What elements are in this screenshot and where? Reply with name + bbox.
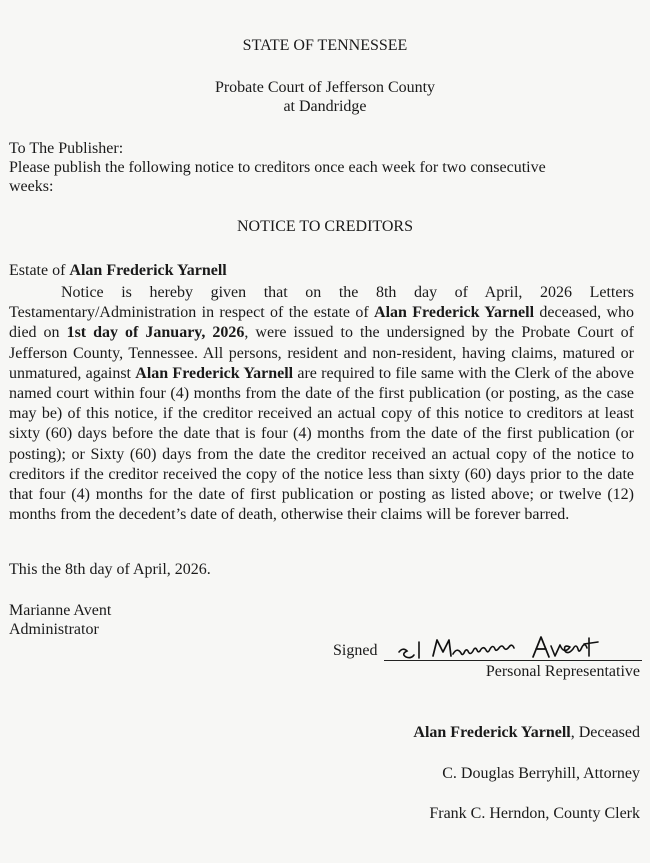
administrator-title: Administrator — [9, 621, 99, 638]
publish-request-line2: weeks: — [9, 178, 54, 195]
publish-request-line1: Please publish the following notice to creditors once each week for two consecutive — [9, 159, 546, 176]
estate-line — [9, 261, 227, 281]
body-deceased-name-2: Alan Frederick Yarnell — [135, 364, 294, 382]
body-text-3: , were issued to the undersigned by the Probate Court of Jefferson County, Tennessee. All persons, resident and non-resident, having claims, matured or unmatured, against — [9, 324, 635, 382]
body-deceased-name-1: Alan Frederick Yarnell — [374, 304, 535, 322]
body-text-2: deceased, who died on — [9, 304, 635, 342]
handwritten-signature — [393, 632, 613, 662]
administrator-name: Marianne Avent — [9, 602, 112, 619]
deceased-suffix: , Deceased — [570, 724, 640, 741]
state-heading: STATE OF TENNESSEE — [242, 37, 408, 54]
estate-name: Alan Frederick Yarnell — [69, 262, 227, 279]
attorney-line: C. Douglas Berryhill, Attorney — [442, 765, 640, 782]
court-name: Probate Court of Jefferson County — [214, 79, 436, 96]
signature-block — [333, 638, 643, 662]
body-death-date: 1st day of January, 2026 — [66, 324, 245, 342]
deceased-line — [413, 723, 640, 743]
personal-representative-label: Personal Representative — [485, 663, 640, 680]
clerk-line: Frank C. Herndon, County Clerk — [429, 805, 640, 822]
body-text-1: Notice is hereby given that on the 8th day of April, 2026 Letters Testamentary/Administration in respect of the estate of — [9, 284, 634, 322]
dated-line: This the 8th day of April, 2026. — [9, 561, 211, 578]
notice-title: NOTICE TO CREDITORS — [236, 218, 413, 235]
body-text-4: are required to file same with the Clerk of the above named court within four (4) months from the date of the first publication (or posting, as the case may be) of this notice, if the creditor received an actual copy of this notice to creditors at least sixty (60) days before the date that is four (4) months from the date of the first publication (or posting); or Sixty (60) days from the date the creditor received an actual copy of the notice to creditors if the creditor received the copy of the notice less than sixty (60) days prior to the date that four (4) months for the date of first publication or posting as listed above; or twelve (12) months from the decedent’s date of death, otherwise their claims will be forever barred. — [9, 364, 635, 524]
signed-label: Signed — [333, 642, 378, 659]
notice-body — [9, 283, 634, 525]
court-location: at Dandridge — [283, 98, 367, 115]
deceased-name: Alan Frederick Yarnell — [413, 724, 571, 741]
salutation: To The Publisher: — [9, 140, 124, 157]
estate-label: Estate of — [9, 262, 66, 279]
